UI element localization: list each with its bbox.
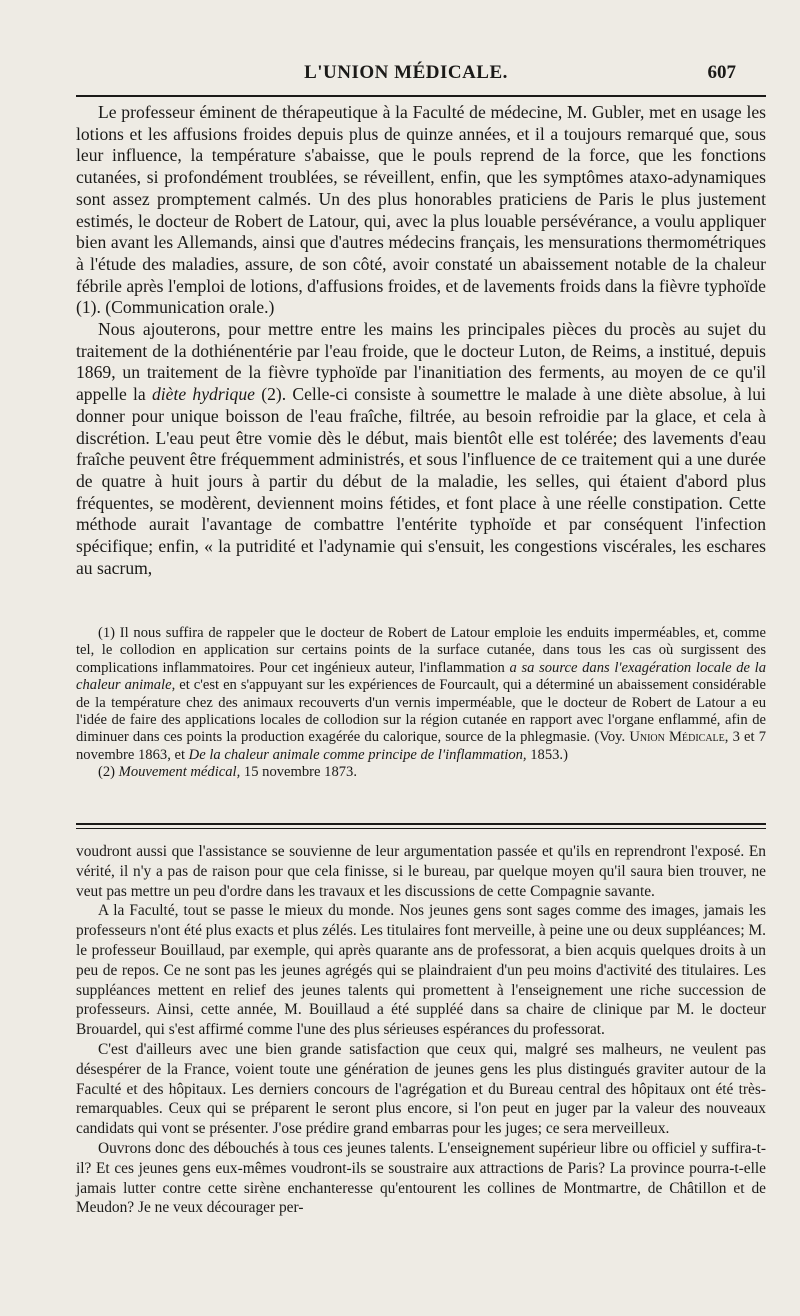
text-segment: , 3 et 7 novembre 1863, et <box>76 729 766 763</box>
footnote-1 <box>76 625 766 764</box>
journal-title: Union Médicale <box>629 729 725 746</box>
paragraph-gubler: Le professeur éminent de thérapeutique à la Faculté de médecine, M. Gubler, met en usage les lotions et les affusions froides depuis plus de quinze années, et il a toujours remarqué que, sous leur influence, la température s'abaisse, que le pouls reprend de la force, que les fonctions cutanées, si profondément troublées, se réveillent, enfin, que les symptômes ataxo-adynamiques sont assez promptement calmés. Un des plus honorables praticiens de Paris le plus justement estimés, le docteur de Robert de Latour, qui, avec la plus louable persévérance, a voulu appliquer bien avant les Allemands, ainsi que d'autres médecins français, les mensurations thermométriques à l'étude des maladies, assure, de son côté, avoir constaté un abaissement notable de la chaleur fébrile après l'emploi de lotions, d'affusions froides, et de lavements froids dans la fièvre typhoïde (1). (Communication orale.) <box>76 102 766 318</box>
feuilleton-text <box>76 842 766 1218</box>
section-divider-thin <box>76 828 766 829</box>
text-segment: (2). Celle-ci consiste à soumettre le malade à une diète absolue, à lui donner pour unique boisson de l'eau fraîche, filtrée, au besoin refroidie par la glace, et cela à discrétion. L'eau peut être vomie dès le début, mais bientôt elle est tolérée; des lavements d'eau fraîche peuvent être fréquemment administrés, et sous l'influence de ce traitement qui a une durée de quatre à huit jours à partir du début de la maladie, les selles, qui étaient d'abord plus fréquentes, se modèrent, deviennent moins fétides, et font place à une réelle constipation. Cette méthode aurait l'avantage de combattre l'entérite typhoïde et par conséquent l'infection spécifique; enfin, « la putridité et l'adynamie qui s'ensuit, les congestions viscérales, les eschares au sacrum, <box>76 384 766 578</box>
paragraph-continuation: voudront aussi que l'assistance se souvienne de leur argumentation passée et qu'ils en reprendront l'exposé. En vérité, il n'y a pas de raison pour que cela finisse, si le bureau, par quelque moyen qu'il saura bien trouver, ne veut pas mettre un peu d'ordre dans les travaux et les discussions de cette Compagnie savante. <box>76 843 766 900</box>
text-segment: (1) Il nous suffira de rappeler que le docteur de Robert de Latour emploie les enduits imperméables, et, comme tel, le collodion en application sur certains points de la surface cutanée, dans tous les cas où surgissent des complications inflammatoires. Pour cet ingénieux auteur, l'inflammation <box>76 625 766 676</box>
footnote-2 <box>76 764 766 781</box>
header-rule <box>76 95 766 97</box>
main-text <box>76 102 766 579</box>
text-segment: 1853.) <box>526 746 568 763</box>
text-segment: 15 novembre 1873. <box>240 764 357 781</box>
paragraph-faculte: A la Faculté, tout se passe le mieux du monde. Nos jeunes gens sont sages comme des images, jamais les professeurs n'ont été plus exacts et plus zélés. Les titulaires font merveille, à peine une ou deux suppléances; M. le professeur Bouillaud, par exemple, qui après quarante ans de professorat, a bien acquis quelques droits à un peu de repos. Ce ne sont pas les jeunes agrégés qui se plaindraient d'un peu moins d'activité des titulaires. Les suppléances mettent en relief des jeunes talents qui promettent à l'enseignement une riche succession de professeurs. Ainsi, cette année, M. Bouillaud a été suppléé dans sa chaire de clinique par M. le docteur Brouardel, qui s'est affirmé comme l'une des plus sérieuses espérances du professorat. <box>76 902 766 1039</box>
text-segment: et c'est en s'appuyant sur les expériences de Fourcault, qui a déterminé un abaissement considérable de la température chez des animaux recouverts d'un vernis imperméable, que le docteur de Robert de Latour a eu l'idée de faire des applications locales de collodion sur la région cutanée en rapport avec l'organe enflammé, afin de diminuer dans ces points la production exagérée du calorique, source de la phlegmasie. (Voy. <box>76 677 766 746</box>
running-title: L'UNION MÉDICALE. <box>304 62 508 83</box>
paragraph-luton <box>76 319 766 579</box>
page-header <box>76 62 736 90</box>
italic-term: diète hydrique <box>151 384 255 405</box>
italic-title: De la chaleur animale comme principe de l'inflammation, <box>188 746 527 763</box>
footnotes <box>76 625 766 782</box>
text-segment: (2) <box>98 764 119 781</box>
paragraph-satisfaction: C'est d'ailleurs avec une bien grande satisfaction que ceux qui, malgré ses malheurs, ne veulent pas désespérer de la France, voient toute une génération de jeunes gens les plus distingués graviter autour de la Faculté et des hôpitaux. Les derniers concours de l'agrégation et du Bureau central des hôpitaux ont été très-remarquables. Ceux qui se préparent le seront plus encore, si l'on peut en juger par la valeur des nouveaux candidats qui vont se présenter. J'ose prédire grand embarras pour les juges; ce sera merveilleux. <box>76 1040 766 1138</box>
italic-title: Mouvement médical, <box>118 764 241 781</box>
text-segment: Nous ajouterons, pour mettre entre les mains les principales pièces du procès au sujet du traitement de la dothiénentérie par l'eau froide, que le docteur Luton, de Reims, a institué, depuis 1869, un traitement de la fièvre typhoïde par l'inanitiation des ferments, au moyen de ce qu'il appelle la <box>76 319 766 405</box>
italic-quote: a sa source dans l'exagération locale de la chaleur animale, <box>76 659 766 694</box>
paragraph-debouches: Ouvrons donc des débouchés à tous ces jeunes talents. L'enseignement supérieur libre ou officiel y suffira-t-il? Et ces jeunes gens eux-mêmes voudront-ils se soustraire aux attractions de Paris? La province pourra-t-elle jamais lutter contre cette sirène enchanteresse qu'entourent les collines de Montmartre, de Châtillon et de Meudon? Je ne veux décourager per- <box>76 1139 766 1217</box>
section-divider-thick <box>76 823 766 825</box>
page-number: 607 <box>707 62 736 83</box>
